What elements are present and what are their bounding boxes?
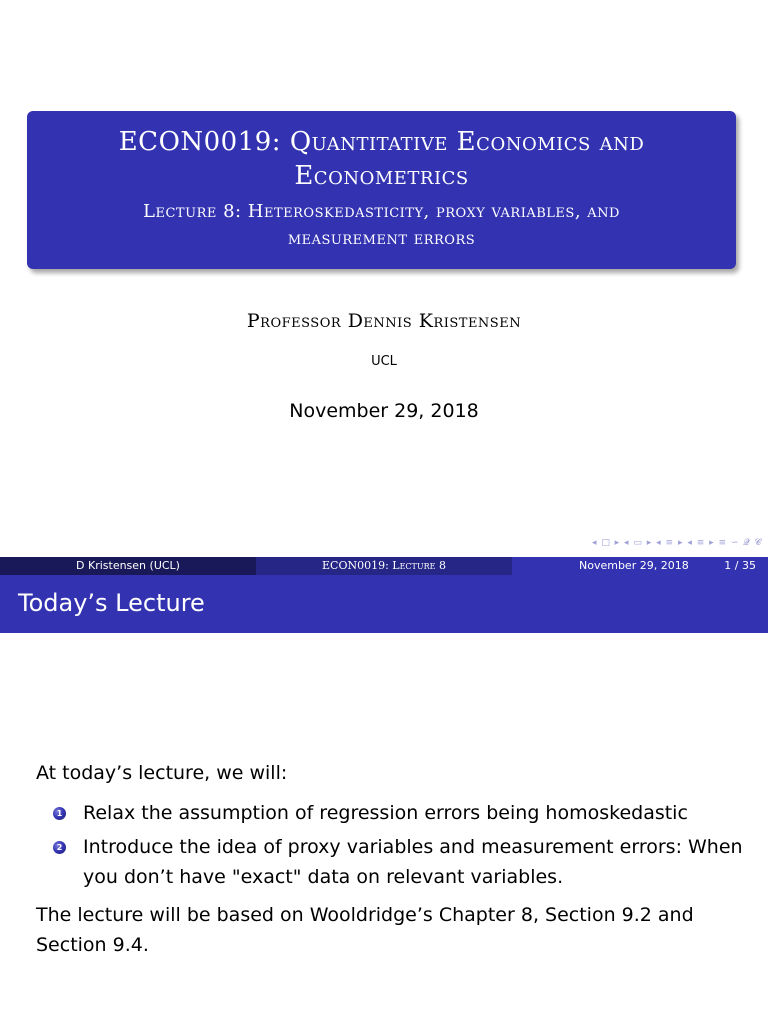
- intro-text: At today’s lecture, we will:: [36, 762, 288, 784]
- enumerated-list: [36, 798, 752, 892]
- footer-date-page: [512, 557, 768, 575]
- list-item: [36, 832, 752, 892]
- footer-page-number: 1 / 35: [724, 559, 756, 572]
- presentation-title-line-2: Econometrics: [294, 161, 469, 191]
- list-item: [36, 798, 752, 828]
- title-block: [27, 111, 736, 269]
- institute: UCL: [371, 354, 397, 369]
- numbered-bullet-icon: 2: [53, 841, 66, 854]
- navigation-symbols[interactable]: ◂ □ ▸ ◂ ▭ ▸ ◂ ≡ ▸ ◂ ≡ ▸ ≡ ∽ 𝓠 𝓒: [591, 538, 762, 548]
- list-item-text: Introduce the idea of proxy variables and measurement errors: When you don’t have "exact" data on relevant variables.: [83, 836, 743, 888]
- footer-short-title: ECON0019: Lecture 8: [256, 557, 512, 575]
- footer-date: November 29, 2018: [579, 559, 689, 572]
- list-item-text: Relax the assumption of regression errors being homoskedastic: [83, 802, 688, 824]
- footer-author: D Kristensen (UCL): [0, 557, 256, 575]
- frame-title-bar: [0, 575, 768, 633]
- numbered-bullet-icon: 1: [53, 807, 66, 820]
- presentation-subtitle-line-2: measurement errors: [287, 228, 476, 249]
- footline: [0, 557, 768, 575]
- outro-text: The lecture will be based on Wooldridge’s Chapter 8, Section 9.2 and Section 9.4.: [36, 904, 694, 956]
- frame-title: Today’s Lecture: [18, 589, 205, 617]
- author-name: Professor Dennis Kristensen: [246, 310, 522, 332]
- slide-content: [36, 758, 752, 960]
- presentation-date: November 29, 2018: [289, 400, 479, 422]
- presentation-title-line-1: ECON0019: Quantitative Economics and: [118, 127, 645, 157]
- presentation-subtitle-line-1: Lecture 8: Heteroskedasticity, proxy variables, and: [143, 201, 620, 222]
